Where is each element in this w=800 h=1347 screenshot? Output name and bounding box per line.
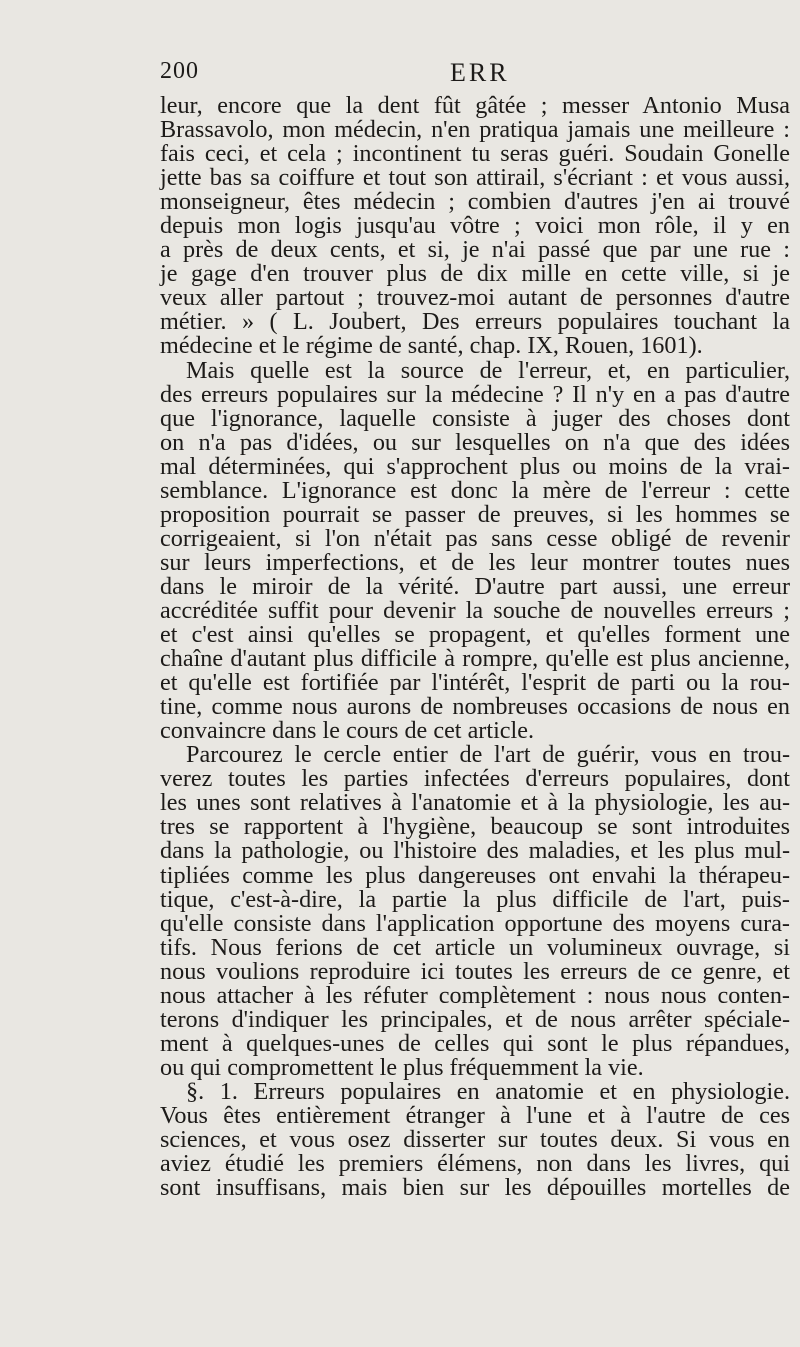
text-line: les unes sont relatives à l'anatomie et à la physiologie, les au- bbox=[160, 789, 790, 817]
text-line: corrigeaient, si l'on n'était pas sans cesse obligé de revenir bbox=[160, 524, 790, 552]
text-line: veux aller partout ; trouvez-moi autant de personnes d'autre bbox=[160, 284, 790, 312]
text-line: sur leurs imperfections, et de les leur montrer toutes nues bbox=[160, 548, 790, 576]
text-line: nous attacher à les réfuter complètement : nous nous conten- bbox=[160, 981, 790, 1009]
paragraph-quote-continuation bbox=[160, 94, 790, 359]
text-line: accréditée suffit pour devenir la souche de nouvelles erreurs ; bbox=[160, 596, 790, 624]
text-line: tique, c'est-à-dire, la partie la plus difficile de l'art, puis- bbox=[160, 885, 790, 913]
text-line: ment à quelques-unes de celles qui sont le plus répandues, bbox=[160, 1029, 790, 1057]
text-line: monseigneur, êtes médecin ; combien d'autres j'en ai trouvé bbox=[160, 188, 790, 216]
text-line: mal déterminées, qui s'approchent plus ou moins de la vrai- bbox=[160, 452, 790, 480]
section-heading-line: §. 1. Erreurs populaires en anatomie et en physiologie. bbox=[186, 1077, 790, 1105]
text-line: convaincre dans le cours de cet article. bbox=[160, 717, 535, 745]
page-number: 200 bbox=[160, 58, 199, 84]
text-line: Vous êtes entièrement étranger à l'une et à l'autre de ces bbox=[160, 1101, 790, 1129]
text-line: je gage d'en trouver plus de dix mille en cette ville, si je bbox=[160, 260, 790, 288]
text-line: chaîne d'autant plus difficile à rompre, qu'elle est plus ancienne, bbox=[160, 645, 790, 673]
text-line: Brassavolo, mon médecin, n'en pratiqua jamais une meilleure : bbox=[160, 116, 790, 144]
text-line: Parcourez le cercle entier de l'art de guérir, vous en trou- bbox=[186, 741, 790, 769]
text-line: dans le miroir de la vérité. D'autre part aussi, une erreur bbox=[160, 572, 790, 600]
paragraph-circle-of-healing bbox=[160, 743, 790, 1080]
text-line: métier. » ( L. Joubert, Des erreurs populaires touchant la bbox=[160, 308, 790, 336]
page-header bbox=[160, 58, 790, 94]
text-line: depuis mon logis jusqu'au vôtre ; voici mon rôle, il y en bbox=[160, 212, 790, 240]
text-line: dans la pathologie, ou l'histoire des maladies, et les plus mul- bbox=[160, 837, 790, 865]
paragraph-source-of-error bbox=[160, 356, 790, 745]
text-line: proposition pourrait se passer de preuves, si les hommes se bbox=[160, 500, 790, 528]
text-line: et qu'elle est fortifiée par l'intérêt, l'esprit de parti ou la rou- bbox=[160, 669, 790, 697]
text-line: aviez étudié les premiers élémens, non dans les livres, qui bbox=[160, 1150, 790, 1178]
text-line: sciences, et vous osez disserter sur toutes deux. Si vous en bbox=[160, 1126, 790, 1154]
text-line: qu'elle consiste dans l'application opportune des moyens cura- bbox=[160, 909, 790, 937]
text-line: tine, comme nous aurons de nombreuses occasions de nous en bbox=[160, 693, 790, 721]
text-line: tipliées comme les plus dangereuses ont envahi la thérapeu- bbox=[160, 861, 790, 889]
text-line: ou qui compromettent le plus fréquemment la vie. bbox=[160, 1053, 644, 1081]
text-line: a près de deux cents, et si, je n'ai passé que par une rue : bbox=[160, 236, 790, 264]
text-line: jette bas sa coiffure et tout son attirail, s'écriant : et vous aussi, bbox=[160, 164, 790, 192]
text-line: verez toutes les parties infectées d'erreurs populaires, dont bbox=[160, 765, 790, 793]
text-line: leur, encore que la dent fût gâtée ; messer Antonio Musa bbox=[160, 92, 790, 119]
text-line: terons d'indiquer les principales, et de nous arrêter spéciale- bbox=[160, 1005, 790, 1033]
text-line: que l'ignorance, laquelle consiste à juger des choses dont bbox=[160, 404, 790, 432]
text-line: fais ceci, et cela ; incontinent tu seras guéri. Soudain Gonelle bbox=[160, 140, 790, 168]
text-line: on n'a pas d'idées, ou sur lesquelles on n'a que des idées bbox=[160, 428, 790, 456]
text-line: sont insuffisans, mais bien sur les dépouilles mortelles de bbox=[160, 1174, 790, 1202]
text-line: et c'est ainsi qu'elles se propagent, et qu'elles forment une bbox=[160, 621, 790, 649]
running-head: ERR bbox=[450, 58, 510, 87]
text-line: tifs. Nous ferions de cet article un volumineux ouvrage, si bbox=[160, 933, 790, 961]
text-line: médecine et le régime de santé, chap. IX, Rouen, 1601). bbox=[160, 332, 703, 360]
text-line: tres se rapportent à l'hygiène, beaucoup se sont introduites bbox=[160, 813, 790, 841]
text-line: des erreurs populaires sur la médecine ? Il n'y en a pas d'autre bbox=[160, 380, 790, 408]
section-1-anatomy-physiology bbox=[160, 1077, 790, 1202]
body-text bbox=[160, 94, 790, 1200]
text-line: nous voulions reproduire ici toutes les erreurs de ce genre, et bbox=[160, 957, 790, 985]
text-line: semblance. L'ignorance est donc la mère de l'erreur : cette bbox=[160, 476, 790, 504]
text-line: Mais quelle est la source de l'erreur, et, en particulier, bbox=[186, 356, 790, 384]
